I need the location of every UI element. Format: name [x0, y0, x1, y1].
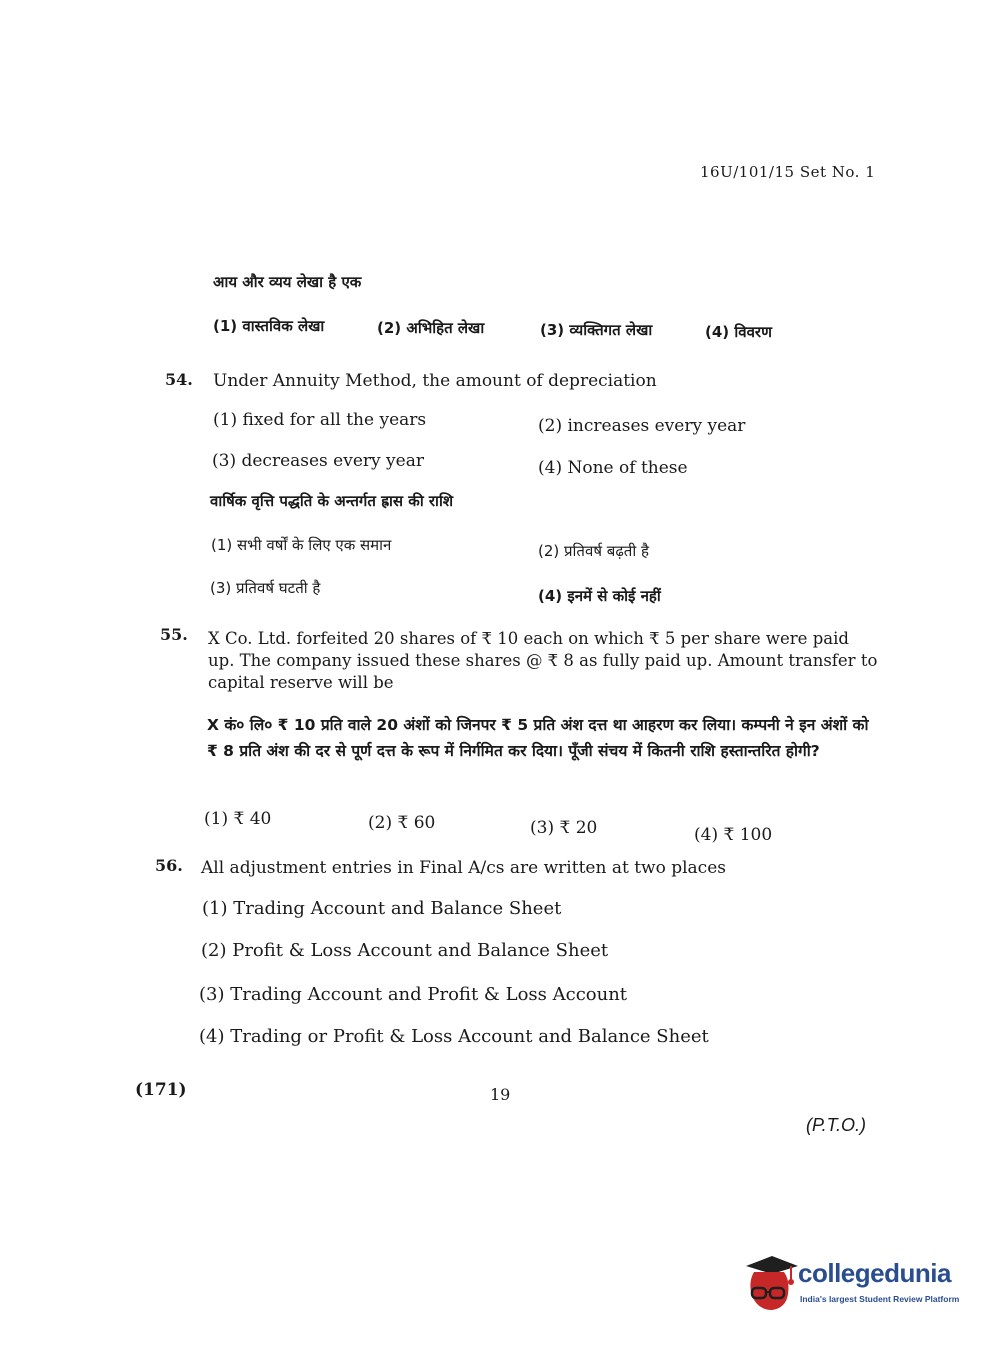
q54-option-1: (1) fixed for all the years	[213, 410, 427, 430]
q54-hindi-stem: वार्षिक वृत्ति पद्धति के अन्तर्गत ह्रास की राशि	[210, 492, 454, 510]
logo-tagline: India's largest Student Review Platform	[800, 1294, 960, 1304]
q55-hindi-stem: X कं० लि० ₹ 10 प्रति वाले 20 अंशों को जिनपर ₹ 5 प्रति अंश दत्त था आहरण कर लिया। कम्पनी ने इन अंशों को ₹ 8 प्रति अंश की दर से पूर्ण दत्त के रूप में निर्गमित कर दिया। पूँजी संचय में कितनी राशि हस्तान्तरित होगी?	[207, 716, 869, 760]
q54-stem: Under Annuity Method, the amount of depreciation	[213, 371, 657, 391]
q53-option-4: (4) विवरण	[705, 323, 772, 341]
q53-option-2: (2) अभिहित लेखा	[377, 319, 485, 337]
q55-option-2: (2) ₹ 60	[368, 813, 436, 833]
q55-option-4: (4) ₹ 100	[694, 825, 773, 845]
collegedunia-logo	[742, 1252, 972, 1316]
q56-option-1: (1) Trading Account and Balance Sheet	[202, 898, 562, 919]
q53-option-3: (3) व्यक्तिगत लेखा	[540, 321, 653, 339]
q54-hindi-option-1: (1) सभी वर्षों के लिए एक समान	[211, 536, 392, 554]
q56-option-3: (3) Trading Account and Profit & Loss Account	[199, 984, 628, 1005]
q55-number: 55.	[160, 625, 188, 644]
page-number: 19	[490, 1085, 511, 1104]
set-number: 16U/101/15 Set No. 1	[700, 163, 876, 181]
mascot-icon	[742, 1252, 800, 1316]
pto-note: (P.T.O.)	[806, 1115, 867, 1135]
q54-hindi-option-4: (4) इनमें से कोई नहीं	[538, 587, 661, 605]
q54-hindi-option-3: (3) प्रतिवर्ष घटती है	[210, 579, 321, 597]
q56-number: 56.	[155, 856, 183, 875]
q56-stem: All adjustment entries in Final A/cs are written at two places	[201, 858, 726, 878]
q54-option-4: (4) None of these	[538, 458, 688, 478]
q55-stem: X Co. Ltd. forfeited 20 shares of ₹ 10 each on which ₹ 5 per share were paid up. The company issued these shares @ ₹ 8 as fully paid up. Amount transfer to capital reserve will be	[208, 629, 878, 692]
q54-number: 54.	[165, 370, 193, 389]
paper-code: (171)	[135, 1080, 187, 1100]
logo-wordmark: collegedunia	[798, 1258, 951, 1288]
q55-option-1: (1) ₹ 40	[204, 809, 272, 829]
q54-hindi-option-2: (2) प्रतिवर्ष बढ़ती है	[538, 542, 649, 560]
q56-option-2: (2) Profit & Loss Account and Balance Sheet	[201, 940, 609, 961]
q55-option-3: (3) ₹ 20	[530, 818, 598, 838]
q53-option-1: (1) वास्तविक लेखा	[213, 317, 325, 335]
q56-option-4: (4) Trading or Profit & Loss Account and Balance Sheet	[199, 1026, 709, 1047]
q54-option-3: (3) decreases every year	[212, 451, 424, 471]
q54-option-2: (2) increases every year	[538, 416, 746, 436]
q53-hindi-stem: आय और व्यय लेखा है एक	[213, 273, 362, 291]
